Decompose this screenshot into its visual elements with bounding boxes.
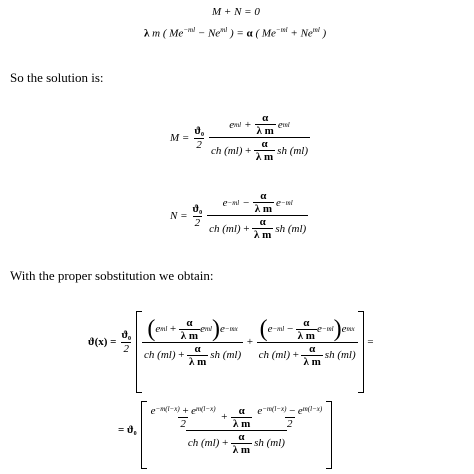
equation-final: = ϑ0 e −m(l−x) + e m(l−x) 2 + $\frac{\alpha}{\text{λ m}}$ e −m(l−x) − e m(l−x) 2 ch (ml) + $\frac{\alpha}{\text{λ m}}$ sh (ml) xyxy=(118,398,332,462)
solution-label: So the solution is: xyxy=(10,70,104,85)
left-bracket xyxy=(141,401,147,469)
theta-over-two: $\frac{ϑ0}{2}$ xyxy=(192,202,203,229)
theta-over-two: $\frac{ϑ0}{2}$ xyxy=(121,329,132,355)
M-fraction: e ml + $\frac{\alpha}{\text{λ m}}$ e ml ch (ml) + $\frac{\alpha}{\text{λ m}}$ sh (ml) xyxy=(210,112,309,163)
big-bracket-group: ( e ml + $\frac{\alpha}{\text{λ m}}$ e ml ) e −mx ch (ml) + $\frac{\alpha}{\text{λ m}}$ sh (ml) + ( e −ml − $\frac{\alpha}{\text{λ m}}$ e −ml ) e mx ch (ml) + $\frac{\alpha}{\text{λ m}}$ sh (ml) xyxy=(136,317,364,368)
equation-M: M = $\frac{ϑ0}{2}$ e ml + $\frac{\alpha}{\text{λ m}}$ e ml ch (ml) + $\frac{\alpha}{\text{λ m}}$ sh (ml) xyxy=(170,112,309,163)
final-fraction: e −m(l−x) + e m(l−x) 2 + $\frac{\alpha}{\text{λ m}}$ e −m(l−x) − e m(l−x) 2 ch (ml) + $\frac{\alpha}{\text{λ m}}$ sh (ml) xyxy=(150,404,323,456)
substitution-label: With the proper sobstitution we obtain: xyxy=(10,268,214,283)
equation-N: N = $\frac{ϑ0}{2}$ e −ml − $\frac{\alpha}{\text{λ m}}$ e −ml ch (ml) + $\frac{\alpha}{\text{λ m}}$ sh (ml) xyxy=(170,190,307,241)
right-bracket xyxy=(326,401,332,469)
theta-term-2: ( e −ml − $\frac{\alpha}{\text{λ m}}$ e −ml ) e mx ch (ml) + $\frac{\alpha}{\text{λ m}}$ sh (ml) xyxy=(258,316,356,368)
equation-m-plus-n: M + N = 0 xyxy=(212,6,260,18)
theta-term-1: ( e ml + $\frac{\alpha}{\text{λ m}}$ e ml ) e −mx ch (ml) + $\frac{\alpha}{\text{λ m}}$ sh (ml) xyxy=(144,316,242,368)
final-bracket-group xyxy=(141,405,333,456)
equation-boundary: λ m ( $Me^{-ml} - Ne^{ml}$ ) = α ( $Me^{-ml} + Ne^{ml}$ ) xyxy=(144,26,327,40)
equation-theta-x: ϑ(x) = $\frac{ϑ0}{2}$ ( e ml + $\frac{\alpha}{\text{λ m}}$ e ml ) e −mx ch (ml) + $\frac{\alpha}{\text{λ m}}$ sh (ml) + ( e −ml − $\frac{\alpha}{\text{λ m}}$ e −ml ) e mx ch (ml) + $\frac{\alpha}{\text{λ m}}$ sh (ml) = xyxy=(88,302,374,382)
theta-over-two: $\frac{ϑ0}{2}$ xyxy=(194,124,204,151)
lambda-symbol: λ xyxy=(144,27,150,40)
alpha-symbol: α xyxy=(246,27,253,40)
left-bracket xyxy=(136,311,142,393)
N-fraction: e −ml − $\frac{\alpha}{\text{λ m}}$ e −ml ch (ml) + $\frac{\alpha}{\text{λ m}}$ sh (ml) xyxy=(209,190,307,241)
right-bracket xyxy=(358,311,364,393)
